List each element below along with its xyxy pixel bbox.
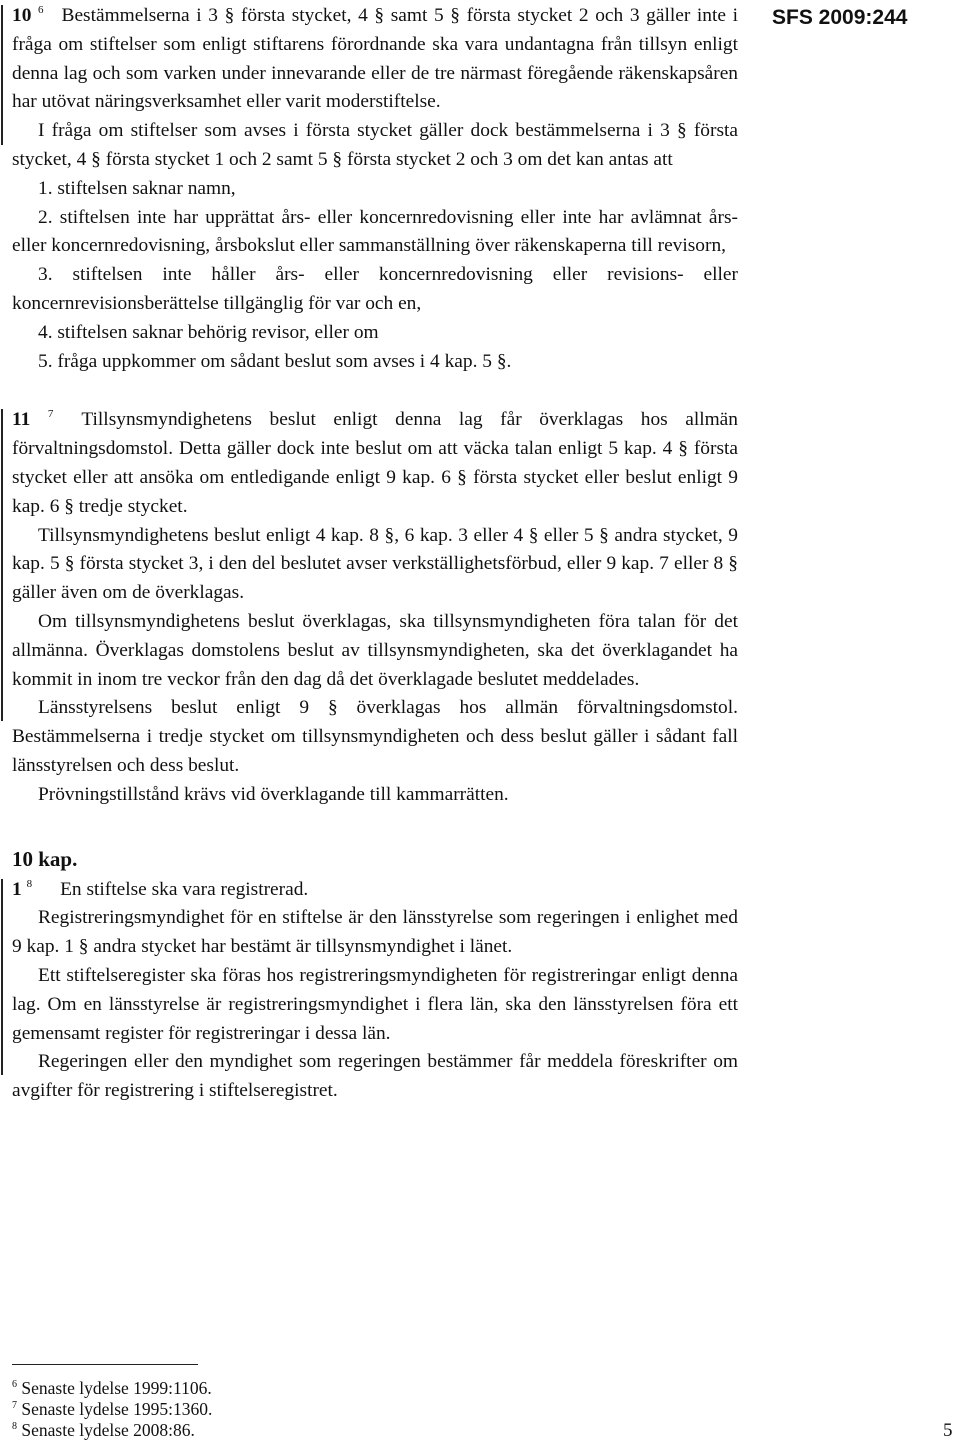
section-10 [12,2,738,117]
section-1-para-3: Ett stiftelseregister ska föras hos registreringsmyndigheten för registreringar enligt denna lag. Om en länsstyrelse är registreringsmyndighet i flera län, ska den länsstyrelsen föra ett gemensamt register för registreringar i dessa län. [12,964,738,1044]
section-1-para-4: Regeringen eller den myndighet som regeringen bestämmer får meddela föreskrifter om avgifter för registrering i stiftelseregistret. [12,1051,738,1102]
document-reference: SFS 2009:244 [772,6,908,29]
change-bar [1,879,3,1075]
list-item: 1. stiftelsen saknar namn, [38,177,236,199]
section-10-para-2: I fråga om stiftelser som avses i första stycket gäller dock bestämmelserna i 3 § första stycket, 4 § första stycket 1 och 2 samt 5 § första stycket 2 och 3 om det kan antas att [12,120,738,170]
footnote-separator [12,1364,198,1365]
page-number: 5 [943,1420,953,1441]
section-11-para-2: Tillsynsmyndighetens beslut enligt 4 kap. 8 §, 6 kap. 3 eller 4 § eller 5 § andra stycket, 9 kap. 5 § första stycket 3, i den del beslutet avser verkställighetsförbud, eller 9 kap. 7 eller 8 § gäller även om de överklagas. [12,524,738,604]
footnote-ref: 6 [38,4,44,16]
footnote-ref: 8 [26,877,33,890]
section-number: 10 [12,5,32,26]
section-11 [12,406,738,694]
section-11-para-5: Prövningstillstånd krävs vid överklagande till kammarrätten. [38,783,509,805]
list-item: 5. fråga uppkommer om sådant beslut som avses i 4 kap. 5 §. [38,350,512,372]
section-1 [12,876,738,1049]
list-item: 4. stiftelsen saknar behörig revisor, eller om [38,321,379,343]
section-number: 1 [12,878,22,900]
footnote: $^7$ Senaste lydelse 1995:1360. [12,1399,213,1419]
section-11-para-4: Länsstyrelsens beslut enligt 9 § överklagas hos allmän förvaltningsdomstol. Bestämmelserna i tredje stycket om tillsynsmyndigheten och dess beslut gäller i sådant fall länsstyrelsen och dess beslut. [12,697,738,776]
section-10-para-1: 10 $^6$ Bestämmelserna i 3 § första stycket, 4 § samt 5 § första stycket 2 och 3 gäller inte i fråga om stiftelser som enligt stiftarens förordnande ska vara undantagna från tillsyn enligt denna lag och som varken under innevarande eller de tre närmast föregående räkenskapsåren har utövat näringsverksamhet eller varit moderstiftelse. [12,4,738,113]
footnote: $^6$ Senaste lydelse 1999:1106. [12,1378,212,1398]
list-item: 3. stiftelsen inte håller års- eller koncernredovisning eller revisions- eller koncernrevisionsberättelse tillgänglig för var och en, [12,264,738,314]
section-11-para-1: 11 $^7$ Tillsynsmyndighetens beslut enligt denna lag får överklagas hos allmän förvaltningsdomstol. Detta gäller dock inte beslut om att väcka talan enligt 5 kap. 4 § första stycket eller att ansöka om entledigande enligt 9 kap. 6 § första stycket eller beslut enligt 9 kap. 6 § tredje stycket. [12,408,738,517]
section-number: 11 [12,409,31,431]
section-11-para-3: Om tillsynsmyndighetens beslut överklagas, ska tillsynsmyndigheten föra talan för det allmänna. Överklagas domstolens beslut av tillsynsmyndigheten, ska det överklagandet ha kommit in inom tre veckor från den dag då det överklagade beslutet meddelades. [12,610,738,690]
change-bar [1,5,3,145]
change-bar [1,409,3,721]
chapter-heading: 10 kap. [12,846,78,871]
section-1-para-1: 1 $^8$ En stiftelse ska vara registrerad. [12,877,309,900]
list-item: 2. stiftelsen inte har upprättat års- eller koncernredovisning eller inte har avlämnat års- eller koncernredovisning, årsbokslut eller sammanställning över räkenskaperna till revisorn, [12,206,738,257]
footnote-ref: 7 [47,408,54,421]
section-1-para-2: Registreringsmyndighet för en stiftelse är den länsstyrelse som regeringen i enlighet med 9 kap. 1 § andra stycket har bestämt är tillsynsmyndighet i länet. [12,907,738,958]
footnote: $^8$ Senaste lydelse 2008:86. [12,1420,195,1440]
page-body [12,0,738,1106]
